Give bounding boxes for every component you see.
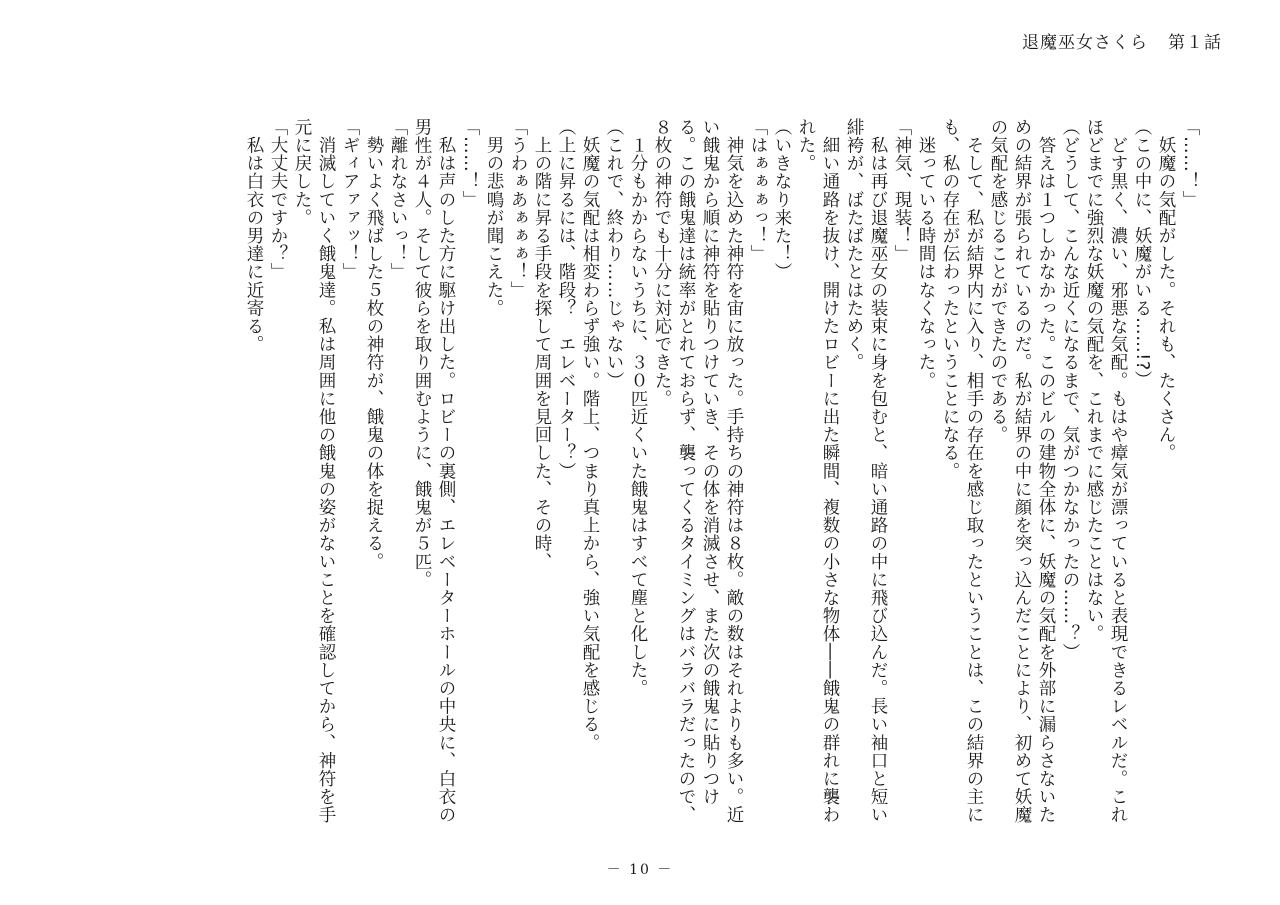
text-line: 迷っている時間はなくなった。 bbox=[916, 118, 936, 390]
text-line: そして、私が結界内に入り、相手の存在を感じ取ったということは、この結界の主にも、私の存在が伝わったということになる。 bbox=[940, 118, 984, 824]
vertical-body-text bbox=[62, 118, 1202, 828]
text-line: 私は声のした方に駆け出した。ロビーの裏側、エレベーターホールの中央に、白衣の男性が４人。そして彼らを取り囲むように、餓鬼が５匹。 bbox=[412, 118, 456, 824]
text-line: 勢いよく飛ばした５枚の神符が、餓鬼の体を捉える。 bbox=[364, 118, 384, 571]
book-title: 退魔巫女さくら bbox=[1022, 33, 1148, 53]
text-line: 妖魔の気配は相変わらず強い。階上、つまり真上から、強い気配を感じる。 bbox=[580, 118, 600, 752]
text-line: 神気を込めた神符を宙に放った。手持ちの神符は８枚。敵の数はそれよりも多い。近い餓鬼から順に神符を貼りつけていき、その体を消滅させ、また次の餓鬼に貼りつける。この餓鬼達は統率がとれておらず、襲ってくるタイミングはバラバラだったので、８枚の神符でも十分に対応できた。 bbox=[652, 118, 744, 824]
text-line: （いきなり来た！） bbox=[772, 118, 792, 281]
text-line: 「はぁぁぁっ！」 bbox=[748, 118, 768, 263]
text-line: （上に昇るには、階段？ エレベーター？） bbox=[556, 118, 576, 480]
text-line: 「離れなさいっ！」 bbox=[388, 118, 408, 281]
text-line: 私は白衣の男達に近寄る。 bbox=[244, 118, 264, 354]
text-line: 男の悲鳴が聞こえた。 bbox=[484, 118, 504, 318]
text-line: 「……！」 bbox=[1180, 118, 1200, 209]
text-line: （これで、終わり……じゃない） bbox=[604, 118, 624, 390]
text-line: 「うわぁあぁぁぁ！」 bbox=[508, 118, 528, 299]
chapter-label: 第１話 bbox=[1168, 33, 1222, 53]
text-line: （どうして、こんな近くになるまで、気がつかなかったの……？） bbox=[1060, 118, 1080, 661]
text-line: 私は再び退魔巫女の装束に身を包むと、暗い通路の中に飛び込んだ。長い袖口と短い緋袴が、ばたばたとはためく。 bbox=[844, 118, 888, 824]
text-line: 消滅していく餓鬼達。私は周囲に他の餓鬼の姿がないことを確認してから、神符を手元に戻した。 bbox=[292, 118, 336, 824]
text-line: 「……！」 bbox=[460, 118, 480, 209]
text-line: １分もかからないうちに、３０匹近くいた餓鬼はすべて塵と化した。 bbox=[628, 118, 648, 698]
text-line: 上の階に昇る手段を探して周囲を見回した、その時、 bbox=[532, 118, 552, 571]
page-number: － 10 － bbox=[606, 862, 674, 878]
text-line: 「大丈夫ですか？」 bbox=[268, 118, 288, 281]
page-header bbox=[1022, 28, 1222, 53]
text-line: （この中に、妖魔がいる……!?） bbox=[1132, 118, 1152, 389]
text-line: 妖魔の気配がした。それも、たくさん。 bbox=[1156, 118, 1176, 462]
text-line: 細い通路を抜け、開けたロビーに出た瞬間、複数の小さな物体――餓鬼の群れに襲われた。 bbox=[796, 118, 840, 824]
text-line: 「神気、現装！」 bbox=[892, 118, 912, 263]
text-line: 「ギィアァァッ！」 bbox=[340, 118, 360, 281]
text-line: どす黒く、濃い、邪悪な気配。もはや瘴気が漂っていると表現できるレベルだ。これほどまでに強烈な妖魔の気配を、これまでに感じたことはない。 bbox=[1084, 118, 1128, 824]
text-line: 答えは１つしかなかった。このビルの建物全体に、妖魔の気配を外部に漏らさないための結界が張られているのだ。私が結界の中に顔を突っ込んだことにより、初めて妖魔の気配を感じることができたのである。 bbox=[988, 118, 1056, 824]
